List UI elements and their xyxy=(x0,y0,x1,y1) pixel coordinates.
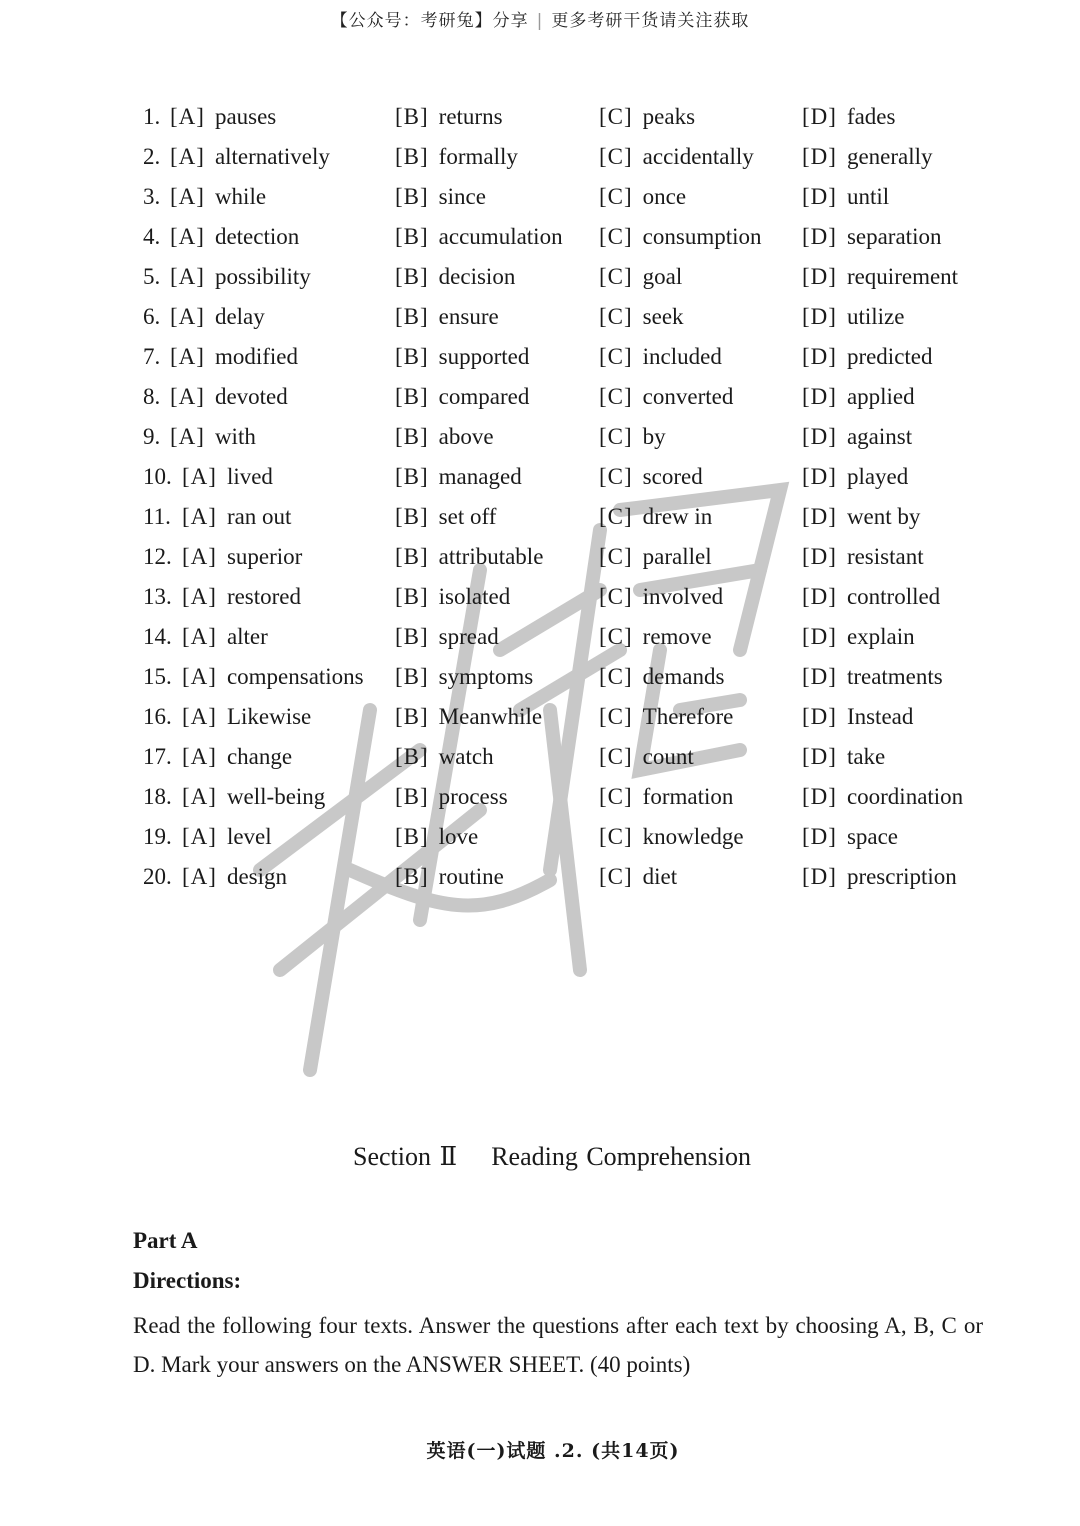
question-row xyxy=(0,257,1080,297)
question-number: 11. xyxy=(143,504,171,529)
option-a-label: [A] xyxy=(182,864,217,889)
header-separator: | xyxy=(536,11,544,31)
option-d xyxy=(802,377,915,417)
option-b xyxy=(395,577,510,617)
option-c xyxy=(599,657,724,697)
option-a-label: [A] xyxy=(170,224,205,249)
option-d-text: generally xyxy=(846,144,933,169)
section-numeral: Ⅱ xyxy=(439,1142,458,1171)
option-d-label: [D] xyxy=(802,144,837,169)
option-d-label: [D] xyxy=(802,504,837,529)
option-c-label: [C] xyxy=(599,704,633,729)
option-a-text: Likewise xyxy=(226,704,312,729)
section-title xyxy=(0,1142,1080,1172)
option-a-text: lived xyxy=(226,464,273,489)
question-number: 7. xyxy=(143,344,161,369)
option-a-label: [A] xyxy=(182,504,217,529)
option-a-text: ran out xyxy=(226,504,292,529)
option-c xyxy=(599,817,744,857)
option-b-text: isolated xyxy=(438,584,511,609)
option-d xyxy=(802,137,933,177)
option-c-text: knowledge xyxy=(642,824,744,849)
question-number: 20. xyxy=(143,864,172,889)
option-c-label: [C] xyxy=(599,104,633,129)
option-d-text: until xyxy=(846,184,890,209)
option-d xyxy=(802,697,913,737)
option-a-label: [A] xyxy=(170,144,205,169)
option-a-label: [A] xyxy=(182,584,217,609)
option-b xyxy=(395,537,543,577)
option-d-label: [D] xyxy=(802,264,837,289)
option-a xyxy=(182,697,311,737)
option-d-text: applied xyxy=(846,384,915,409)
option-c-label: [C] xyxy=(599,184,633,209)
option-a-label: [A] xyxy=(182,544,217,569)
option-c xyxy=(599,337,722,377)
option-a-label: [A] xyxy=(182,624,217,649)
option-b-text: decision xyxy=(438,264,516,289)
option-c-text: formation xyxy=(642,784,734,809)
option-c-label: [C] xyxy=(599,384,633,409)
option-d-text: played xyxy=(846,464,909,489)
option-c xyxy=(599,177,686,217)
option-d-text: requirement xyxy=(846,264,959,289)
option-a-label: [A] xyxy=(182,704,217,729)
option-a xyxy=(170,377,288,417)
option-c xyxy=(599,257,682,297)
option-c-label: [C] xyxy=(599,264,633,289)
option-a-text: alter xyxy=(226,624,268,649)
option-d-text: controlled xyxy=(846,584,941,609)
option-b-label: [B] xyxy=(395,224,429,249)
option-c xyxy=(599,537,712,577)
question-number: 18. xyxy=(143,784,172,809)
option-a-label: [A] xyxy=(182,464,217,489)
header-tagline: 更多考研干货请关注获取 xyxy=(551,11,750,31)
option-b-label: [B] xyxy=(395,544,429,569)
question-row xyxy=(0,377,1080,417)
option-a xyxy=(170,337,298,377)
option-a xyxy=(170,177,266,217)
option-b-label: [B] xyxy=(395,664,429,689)
page-footer: 英语(一)试题 .2. (共14页) xyxy=(426,1440,680,1462)
option-d-label: [D] xyxy=(802,664,837,689)
option-c-label: [C] xyxy=(599,224,633,249)
option-c-text: once xyxy=(642,184,687,209)
option-b-text: formally xyxy=(438,144,518,169)
directions-label: Directions: xyxy=(133,1268,242,1293)
option-b-text: spread xyxy=(438,624,499,649)
question-row xyxy=(0,417,1080,457)
question-row xyxy=(0,297,1080,337)
option-b-text: Meanwhile xyxy=(438,704,543,729)
question-number: 2. xyxy=(143,144,161,169)
option-d xyxy=(802,537,924,577)
option-a-label: [A] xyxy=(170,304,205,329)
option-c-text: seek xyxy=(642,304,684,329)
option-d-label: [D] xyxy=(802,464,837,489)
option-c-label: [C] xyxy=(599,144,633,169)
option-a-text: design xyxy=(226,864,287,889)
option-c-text: peaks xyxy=(642,104,696,129)
option-b-text: returns xyxy=(438,104,503,129)
option-d-label: [D] xyxy=(802,384,837,409)
option-c-text: accidentally xyxy=(642,144,754,169)
option-a-text: detection xyxy=(214,224,300,249)
option-d-text: prescription xyxy=(846,864,957,889)
option-c xyxy=(599,617,712,657)
option-b-label: [B] xyxy=(395,144,429,169)
question-number: 17. xyxy=(143,744,172,769)
option-c-label: [C] xyxy=(599,624,633,649)
option-b-label: [B] xyxy=(395,864,429,889)
option-d xyxy=(802,817,898,857)
option-b xyxy=(395,377,529,417)
question-number: 9. xyxy=(143,424,161,449)
option-a-text: change xyxy=(226,744,293,769)
option-d-label: [D] xyxy=(802,304,837,329)
option-b-text: ensure xyxy=(438,304,499,329)
question-row xyxy=(0,857,1080,897)
option-a-label: [A] xyxy=(182,744,217,769)
option-d xyxy=(802,97,895,137)
option-d-label: [D] xyxy=(802,704,837,729)
question-row xyxy=(0,337,1080,377)
question-row xyxy=(0,537,1080,577)
option-d xyxy=(802,657,943,697)
option-b xyxy=(395,617,499,657)
option-d xyxy=(802,297,904,337)
question-row xyxy=(0,657,1080,697)
option-a xyxy=(170,217,299,257)
option-b xyxy=(395,137,518,177)
option-a xyxy=(182,817,272,857)
option-b-label: [B] xyxy=(395,744,429,769)
option-d-text: utilize xyxy=(846,304,905,329)
option-b-label: [B] xyxy=(395,784,429,809)
option-c-label: [C] xyxy=(599,504,633,529)
option-b xyxy=(395,417,494,457)
option-a-text: pauses xyxy=(214,104,277,129)
option-d xyxy=(802,217,941,257)
option-d-text: explain xyxy=(846,624,915,649)
option-c-label: [C] xyxy=(599,784,633,809)
option-b-label: [B] xyxy=(395,464,429,489)
option-c xyxy=(599,737,694,777)
option-c xyxy=(599,297,684,337)
question-number: 3. xyxy=(143,184,161,209)
option-b xyxy=(395,217,563,257)
option-c-label: [C] xyxy=(599,544,633,569)
option-d xyxy=(802,737,885,777)
question-row xyxy=(0,97,1080,137)
option-c xyxy=(599,137,754,177)
option-c-text: Therefore xyxy=(642,704,734,729)
question-row xyxy=(0,177,1080,217)
option-b-text: accumulation xyxy=(438,224,563,249)
question-number: 4. xyxy=(143,224,161,249)
option-b-label: [B] xyxy=(395,264,429,289)
option-b-text: set off xyxy=(438,504,497,529)
option-c-label: [C] xyxy=(599,824,633,849)
option-c-text: remove xyxy=(642,624,712,649)
question-number: 12. xyxy=(143,544,172,569)
option-d-text: resistant xyxy=(846,544,924,569)
option-c xyxy=(599,97,695,137)
question-number: 10. xyxy=(143,464,172,489)
option-c-text: goal xyxy=(642,264,683,289)
option-c xyxy=(599,377,733,417)
option-b xyxy=(395,697,542,737)
option-c-label: [C] xyxy=(599,584,633,609)
option-b-label: [B] xyxy=(395,104,429,129)
option-a-text: compensations xyxy=(226,664,364,689)
option-b-label: [B] xyxy=(395,504,429,529)
option-b xyxy=(395,457,522,497)
option-b-text: since xyxy=(438,184,486,209)
option-a xyxy=(182,777,325,817)
option-d xyxy=(802,857,957,897)
option-d-label: [D] xyxy=(802,224,837,249)
option-c-label: [C] xyxy=(599,664,633,689)
option-a xyxy=(182,537,302,577)
option-d xyxy=(802,417,912,457)
part-heading: Part A xyxy=(133,1228,198,1253)
option-b-label: [B] xyxy=(395,344,429,369)
option-a xyxy=(182,657,364,697)
option-c-text: drew in xyxy=(642,504,713,529)
option-d-label: [D] xyxy=(802,344,837,369)
option-b-text: symptoms xyxy=(438,664,534,689)
option-b-label: [B] xyxy=(395,624,429,649)
option-a-text: while xyxy=(214,184,267,209)
option-b-text: process xyxy=(438,784,508,809)
question-number: 6. xyxy=(143,304,161,329)
option-d-text: went by xyxy=(846,504,921,529)
option-a-label: [A] xyxy=(170,104,205,129)
option-a-label: [A] xyxy=(170,384,205,409)
option-b xyxy=(395,297,499,337)
option-b xyxy=(395,817,478,857)
question-number: 15. xyxy=(143,664,172,689)
option-a-label: [A] xyxy=(170,264,205,289)
question-number: 16. xyxy=(143,704,172,729)
option-a-label: [A] xyxy=(182,664,217,689)
option-a xyxy=(182,497,291,537)
question-row xyxy=(0,617,1080,657)
question-row xyxy=(0,497,1080,537)
option-d-label: [D] xyxy=(802,824,837,849)
option-d-label: [D] xyxy=(802,784,837,809)
option-b xyxy=(395,497,496,537)
option-d-label: [D] xyxy=(802,184,837,209)
option-a-label: [A] xyxy=(182,784,217,809)
option-d-label: [D] xyxy=(802,424,837,449)
option-a-text: restored xyxy=(226,584,302,609)
option-d-label: [D] xyxy=(802,744,837,769)
option-d-label: [D] xyxy=(802,624,837,649)
option-c-label: [C] xyxy=(599,424,633,449)
option-d-text: separation xyxy=(846,224,942,249)
option-d-label: [D] xyxy=(802,864,837,889)
option-b-label: [B] xyxy=(395,424,429,449)
option-c-label: [C] xyxy=(599,864,633,889)
option-c-label: [C] xyxy=(599,464,633,489)
option-b-text: managed xyxy=(438,464,522,489)
option-c xyxy=(599,577,723,617)
option-a-label: [A] xyxy=(170,344,205,369)
option-d-text: coordination xyxy=(846,784,964,809)
option-c xyxy=(599,497,712,537)
option-a xyxy=(170,137,330,177)
question-row xyxy=(0,217,1080,257)
option-c xyxy=(599,697,733,737)
option-a xyxy=(170,257,311,297)
option-d xyxy=(802,337,933,377)
option-c-text: count xyxy=(642,744,694,769)
option-c-text: involved xyxy=(642,584,724,609)
section-heading: Reading Comprehension xyxy=(491,1142,751,1171)
option-d-text: fades xyxy=(846,104,896,129)
option-c xyxy=(599,217,762,257)
option-b-label: [B] xyxy=(395,704,429,729)
question-number: 19. xyxy=(143,824,172,849)
option-c-text: included xyxy=(642,344,722,369)
option-a-text: superior xyxy=(226,544,303,569)
option-b xyxy=(395,177,486,217)
option-d xyxy=(802,497,920,537)
option-b-text: routine xyxy=(438,864,504,889)
option-a-text: level xyxy=(226,824,272,849)
option-c-text: by xyxy=(642,424,666,449)
option-c-label: [C] xyxy=(599,304,633,329)
option-b-label: [B] xyxy=(395,384,429,409)
option-c-label: [C] xyxy=(599,344,633,369)
header-source: 【公众号：考研兔】分享 xyxy=(330,11,529,31)
option-a xyxy=(182,457,273,497)
option-b xyxy=(395,857,504,897)
option-a-text: alternatively xyxy=(214,144,330,169)
question-number: 8. xyxy=(143,384,161,409)
option-d xyxy=(802,777,963,817)
option-a xyxy=(182,737,292,777)
directions-text: Read the following four texts. Answer the questions after each text by choosing A, B, C or D. Mark your answers on the ANSWER SHEET. (40 points) xyxy=(133,1313,983,1377)
option-d xyxy=(802,457,908,497)
option-d-label: [D] xyxy=(802,544,837,569)
question-row xyxy=(0,577,1080,617)
option-b-label: [B] xyxy=(395,304,429,329)
option-a xyxy=(182,617,268,657)
option-c-text: demands xyxy=(642,664,725,689)
option-b-text: watch xyxy=(438,744,494,769)
option-d-text: against xyxy=(846,424,913,449)
option-a-text: delay xyxy=(214,304,265,329)
option-b xyxy=(395,737,494,777)
option-c-text: diet xyxy=(642,864,678,889)
option-a-text: possibility xyxy=(214,264,311,289)
option-c xyxy=(599,417,666,457)
option-c-text: converted xyxy=(642,384,734,409)
question-row xyxy=(0,137,1080,177)
option-b xyxy=(395,657,533,697)
option-d-text: treatments xyxy=(846,664,943,689)
question-number: 14. xyxy=(143,624,172,649)
option-a xyxy=(170,417,256,457)
option-b xyxy=(395,337,529,377)
option-d xyxy=(802,177,889,217)
option-b-text: attributable xyxy=(438,544,544,569)
option-d xyxy=(802,577,940,617)
option-a xyxy=(182,857,287,897)
option-c xyxy=(599,457,703,497)
option-a-label: [A] xyxy=(170,184,205,209)
question-row xyxy=(0,777,1080,817)
option-c-text: parallel xyxy=(642,544,712,569)
option-a xyxy=(170,97,276,137)
option-d-label: [D] xyxy=(802,584,837,609)
option-a xyxy=(182,577,301,617)
option-b-text: supported xyxy=(438,344,530,369)
option-b xyxy=(395,777,508,817)
option-b-text: compared xyxy=(438,384,530,409)
option-b xyxy=(395,257,515,297)
option-d xyxy=(802,617,915,657)
option-a-text: with xyxy=(214,424,256,449)
page-header xyxy=(0,6,1080,31)
option-d-text: take xyxy=(846,744,886,769)
option-b-label: [B] xyxy=(395,584,429,609)
option-d-text: space xyxy=(846,824,899,849)
option-c xyxy=(599,857,677,897)
option-c-label: [C] xyxy=(599,744,633,769)
option-a-text: well-being xyxy=(226,784,326,809)
option-b-text: above xyxy=(438,424,494,449)
option-b-label: [B] xyxy=(395,184,429,209)
option-a-text: devoted xyxy=(214,384,288,409)
question-list xyxy=(0,97,1080,897)
option-d-text: Instead xyxy=(846,704,914,729)
option-a xyxy=(170,297,265,337)
option-c-text: consumption xyxy=(642,224,762,249)
option-c-text: scored xyxy=(642,464,703,489)
question-number: 5. xyxy=(143,264,161,289)
question-number: 1. xyxy=(143,104,161,129)
option-d-text: predicted xyxy=(846,344,933,369)
option-c xyxy=(599,777,733,817)
question-number: 13. xyxy=(143,584,172,609)
section-name: Section xyxy=(353,1142,432,1171)
question-row xyxy=(0,457,1080,497)
option-b-text: love xyxy=(438,824,479,849)
question-row xyxy=(0,737,1080,777)
option-a-label: [A] xyxy=(170,424,205,449)
question-row xyxy=(0,817,1080,857)
option-a-text: modified xyxy=(214,344,298,369)
option-d-label: [D] xyxy=(802,104,837,129)
option-d xyxy=(802,257,958,297)
option-b-label: [B] xyxy=(395,824,429,849)
question-row xyxy=(0,697,1080,737)
option-a-label: [A] xyxy=(182,824,217,849)
option-b xyxy=(395,97,503,137)
